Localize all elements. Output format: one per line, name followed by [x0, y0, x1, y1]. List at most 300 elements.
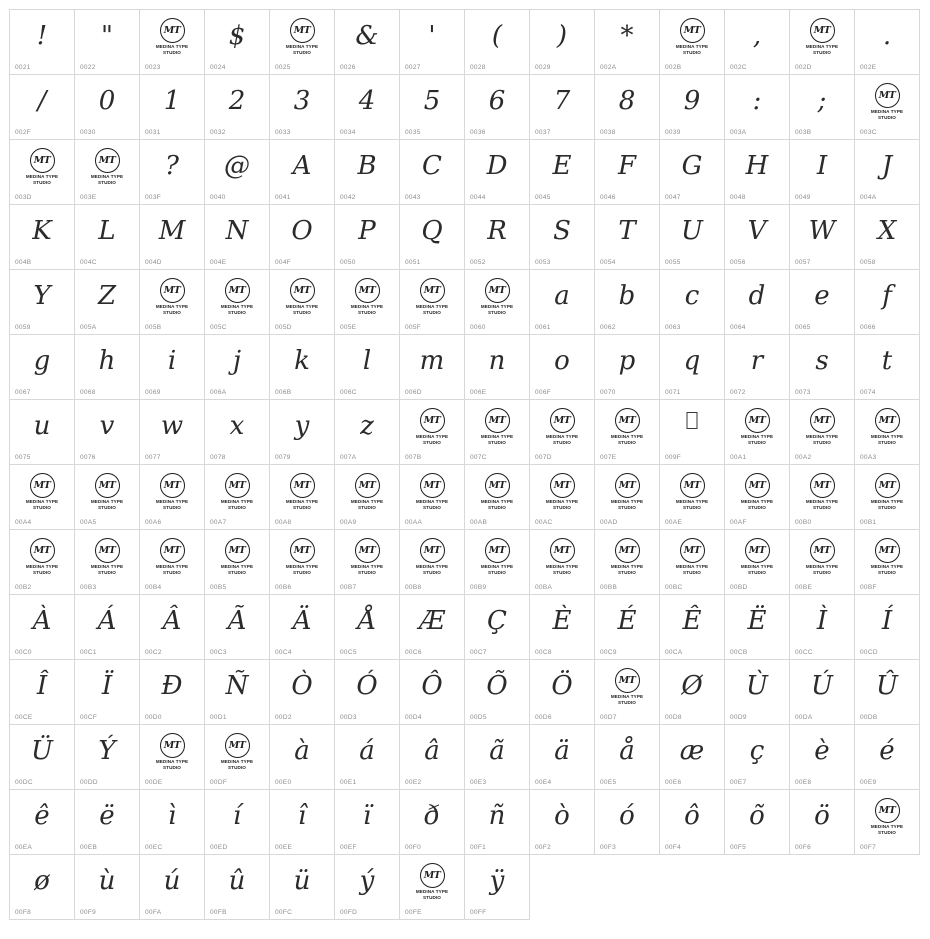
- glyph-unicode-label: 00C3: [210, 649, 227, 656]
- glyph-cell[interactable]: [205, 855, 270, 920]
- glyph-preview: m: [419, 346, 445, 376]
- studio-name-line2: STUDIO: [618, 505, 636, 510]
- glyph-unicode-label: 002A: [600, 64, 617, 71]
- glyph-unicode-label: 00B8: [405, 584, 422, 591]
- glyph-cell[interactable]: [465, 270, 530, 335]
- glyph-cell[interactable]: [270, 660, 335, 725]
- glyph-cell[interactable]: [140, 595, 205, 660]
- studio-name-line2: STUDIO: [98, 180, 116, 185]
- glyph-cell[interactable]: [270, 465, 335, 530]
- glyph-unicode-label: 0032: [210, 129, 226, 136]
- glyph-preview: k: [294, 346, 310, 376]
- glyph-cell[interactable]: [855, 140, 920, 205]
- glyph-cell[interactable]: [465, 205, 530, 270]
- glyph-cell[interactable]: [725, 725, 790, 790]
- glyph-preview: á: [359, 736, 375, 766]
- glyph-cell[interactable]: [595, 725, 660, 790]
- glyph-cell[interactable]: [855, 790, 920, 855]
- glyph-cell[interactable]: [660, 400, 725, 465]
- glyph-cell[interactable]: [530, 10, 595, 75]
- glyph-preview: Æ: [418, 606, 446, 636]
- glyph-cell[interactable]: [270, 725, 335, 790]
- glyph-cell[interactable]: [205, 725, 270, 790]
- glyph-cell[interactable]: [335, 855, 400, 920]
- glyph-cell[interactable]: [855, 10, 920, 75]
- glyph-cell[interactable]: [530, 335, 595, 400]
- glyph-cell[interactable]: [140, 335, 205, 400]
- studio-stamp-icon: [410, 470, 454, 514]
- glyph-cell[interactable]: [660, 660, 725, 725]
- glyph-cell[interactable]: [595, 790, 660, 855]
- glyph-unicode-label: 00DA: [795, 714, 813, 721]
- studio-stamp-icon: [540, 405, 584, 449]
- glyph-cell[interactable]: [465, 595, 530, 660]
- glyph-cell[interactable]: [465, 855, 530, 920]
- glyph-cell[interactable]: [205, 660, 270, 725]
- glyph-cell[interactable]: [140, 530, 205, 595]
- glyph-cell[interactable]: [335, 75, 400, 140]
- glyph-cell[interactable]: [10, 790, 75, 855]
- glyph-cell[interactable]: [10, 595, 75, 660]
- studio-monogram: [680, 538, 705, 563]
- glyph-cell[interactable]: [855, 75, 920, 140]
- glyph-unicode-label: 00F6: [795, 844, 812, 851]
- glyph-cell[interactable]: [205, 335, 270, 400]
- glyph-cell[interactable]: [270, 790, 335, 855]
- glyph-cell[interactable]: [595, 660, 660, 725]
- glyph-cell[interactable]: [530, 725, 595, 790]
- glyph-cell[interactable]: [725, 270, 790, 335]
- glyph-cell[interactable]: [270, 140, 335, 205]
- glyph-cell[interactable]: [400, 725, 465, 790]
- glyph-cell[interactable]: [400, 465, 465, 530]
- glyph-cell[interactable]: [465, 530, 530, 595]
- glyph-cell[interactable]: [10, 855, 75, 920]
- studio-monogram-text: MT: [293, 545, 311, 557]
- studio-name-line1: MEDINA TYPE: [415, 499, 449, 505]
- glyph-cell[interactable]: [530, 790, 595, 855]
- glyph-preview: B: [357, 151, 377, 181]
- glyph-cell[interactable]: [270, 530, 335, 595]
- glyph-cell[interactable]: [465, 75, 530, 140]
- glyph-cell[interactable]: [595, 595, 660, 660]
- glyph-cell[interactable]: [855, 205, 920, 270]
- glyph-unicode-label: 002E: [860, 64, 877, 71]
- glyph-unicode-label: 006C: [340, 389, 357, 396]
- glyph-unicode-label: 00E1: [340, 779, 357, 786]
- glyph-cell[interactable]: [660, 465, 725, 530]
- studio-monogram: [745, 538, 770, 563]
- glyph-cell[interactable]: [140, 725, 205, 790]
- glyph-cell[interactable]: [530, 530, 595, 595]
- glyph-preview: Ó: [356, 671, 378, 701]
- studio-monogram-text: MT: [33, 545, 51, 557]
- glyph-cell[interactable]: [140, 140, 205, 205]
- glyph-cell[interactable]: [790, 205, 855, 270]
- glyph-cell[interactable]: [660, 140, 725, 205]
- glyph-unicode-label: 0072: [730, 389, 746, 396]
- glyph-cell[interactable]: [10, 140, 75, 205]
- glyph-preview: Ý: [98, 736, 116, 766]
- glyph-preview: I: [816, 151, 828, 181]
- glyph-cell[interactable]: [335, 400, 400, 465]
- glyph-unicode-label: 0060: [470, 324, 486, 331]
- studio-name-line2: STUDIO: [488, 570, 506, 575]
- glyph-preview: i: [167, 346, 177, 376]
- studio-monogram-text: MT: [813, 25, 831, 37]
- glyph-cell[interactable]: [205, 530, 270, 595]
- glyph-cell[interactable]: [400, 140, 465, 205]
- glyph-unicode-label: 00BA: [535, 584, 553, 591]
- glyph-cell[interactable]: [75, 530, 140, 595]
- glyph-cell[interactable]: [10, 10, 75, 75]
- studio-monogram: [420, 408, 445, 433]
- glyph-cell[interactable]: [400, 530, 465, 595]
- glyph-cell[interactable]: [75, 855, 140, 920]
- glyph-preview: t: [881, 346, 893, 376]
- studio-name-line2: STUDIO: [878, 115, 896, 120]
- glyph-preview: ë: [99, 801, 115, 831]
- glyph-cell[interactable]: [10, 465, 75, 530]
- glyph-unicode-label: 002D: [795, 64, 812, 71]
- glyph-unicode-label: 00DE: [145, 779, 163, 786]
- studio-monogram: [745, 408, 770, 433]
- studio-name-line1: MEDINA TYPE: [480, 434, 514, 440]
- studio-monogram: [290, 473, 315, 498]
- glyph-cell[interactable]: [270, 75, 335, 140]
- glyph-unicode-label: 007B: [405, 454, 422, 461]
- glyph-cell[interactable]: [205, 140, 270, 205]
- glyph-cell[interactable]: [205, 465, 270, 530]
- glyph-cell[interactable]: [530, 75, 595, 140]
- glyph-preview: Ê: [682, 606, 702, 636]
- studio-name-line1: MEDINA TYPE: [870, 824, 904, 830]
- glyph-cell[interactable]: [10, 725, 75, 790]
- glyph-cell[interactable]: [855, 530, 920, 595]
- glyph-cell[interactable]: [335, 10, 400, 75]
- glyph-cell[interactable]: [75, 790, 140, 855]
- glyph-cell[interactable]: [790, 725, 855, 790]
- glyph-cell[interactable]: [205, 205, 270, 270]
- glyph-cell[interactable]: [400, 595, 465, 660]
- glyph-preview: x: [229, 411, 245, 441]
- glyph-cell[interactable]: [75, 465, 140, 530]
- glyph-unicode-label: 007C: [470, 454, 487, 461]
- glyph-cell[interactable]: [140, 790, 205, 855]
- glyph-cell[interactable]: [400, 75, 465, 140]
- glyph-preview: O: [291, 216, 313, 246]
- studio-stamp-icon: [540, 470, 584, 514]
- glyph-preview: F: [617, 151, 637, 181]
- glyph-cell[interactable]: [725, 400, 790, 465]
- glyph-cell[interactable]: [465, 400, 530, 465]
- glyph-cell[interactable]: [205, 270, 270, 335]
- glyph-cell[interactable]: [465, 465, 530, 530]
- glyph-cell[interactable]: [205, 790, 270, 855]
- glyph-cell[interactable]: [10, 75, 75, 140]
- glyph-cell[interactable]: [595, 205, 660, 270]
- studio-monogram: [615, 408, 640, 433]
- glyph-cell[interactable]: [75, 10, 140, 75]
- glyph-cell[interactable]: [595, 140, 660, 205]
- glyph-cell[interactable]: [530, 140, 595, 205]
- glyph-unicode-label: 0064: [730, 324, 746, 331]
- glyph-unicode-label: 00F8: [15, 909, 32, 916]
- glyph-cell[interactable]: [335, 530, 400, 595]
- glyph-cell[interactable]: [140, 205, 205, 270]
- glyph-cell[interactable]: [205, 75, 270, 140]
- glyph-cell[interactable]: [790, 530, 855, 595]
- glyph-cell[interactable]: [10, 660, 75, 725]
- glyph-cell[interactable]: [140, 270, 205, 335]
- glyph-cell[interactable]: [335, 595, 400, 660]
- glyph-cell[interactable]: [790, 660, 855, 725]
- glyph-cell[interactable]: [270, 335, 335, 400]
- glyph-cell[interactable]: [335, 725, 400, 790]
- glyph-cell[interactable]: [790, 10, 855, 75]
- glyph-cell[interactable]: [400, 205, 465, 270]
- glyph-preview: p: [618, 346, 636, 376]
- glyph-cell[interactable]: [725, 205, 790, 270]
- studio-name-line2: STUDIO: [423, 570, 441, 575]
- glyph-cell[interactable]: [660, 335, 725, 400]
- glyph-cell[interactable]: [595, 335, 660, 400]
- glyph-cell[interactable]: [75, 725, 140, 790]
- glyph-cell[interactable]: [660, 205, 725, 270]
- glyph-cell[interactable]: [660, 595, 725, 660]
- glyph-cell[interactable]: [530, 465, 595, 530]
- studio-stamp-icon: [20, 470, 64, 514]
- glyph-cell[interactable]: [140, 400, 205, 465]
- glyph-cell[interactable]: [530, 595, 595, 660]
- glyph-cell[interactable]: [465, 140, 530, 205]
- studio-monogram-text: MT: [878, 415, 896, 427]
- glyph-cell[interactable]: [595, 400, 660, 465]
- glyph-cell[interactable]: [660, 75, 725, 140]
- glyph-cell[interactable]: [725, 140, 790, 205]
- glyph-preview: j: [232, 346, 242, 376]
- glyph-cell[interactable]: [75, 660, 140, 725]
- glyph-cell[interactable]: [530, 660, 595, 725]
- glyph-cell[interactable]: [790, 140, 855, 205]
- glyph-cell[interactable]: [140, 660, 205, 725]
- studio-name-line1: MEDINA TYPE: [675, 564, 709, 570]
- glyph-cell[interactable]: [855, 595, 920, 660]
- glyph-cell[interactable]: [725, 465, 790, 530]
- glyph-unicode-label: 00CE: [15, 714, 33, 721]
- studio-monogram-text: MT: [98, 480, 116, 492]
- glyph-cell[interactable]: [205, 10, 270, 75]
- glyph-preview: Î: [36, 671, 48, 701]
- studio-name-line2: STUDIO: [228, 505, 246, 510]
- glyph-unicode-label: 00EA: [15, 844, 33, 851]
- glyph-cell[interactable]: [10, 530, 75, 595]
- glyph-cell[interactable]: [400, 335, 465, 400]
- glyph-cell[interactable]: [400, 400, 465, 465]
- glyph-cell[interactable]: [140, 855, 205, 920]
- glyph-cell[interactable]: [335, 270, 400, 335]
- glyph-cell[interactable]: [75, 270, 140, 335]
- studio-monogram: [810, 538, 835, 563]
- glyph-cell[interactable]: [10, 205, 75, 270]
- glyph-unicode-label: 003D: [15, 194, 32, 201]
- glyph-cell[interactable]: [335, 790, 400, 855]
- glyph-cell[interactable]: [790, 335, 855, 400]
- glyph-cell[interactable]: [465, 335, 530, 400]
- glyph-cell[interactable]: [725, 75, 790, 140]
- studio-monogram-text: MT: [488, 285, 506, 297]
- glyph-cell[interactable]: [790, 790, 855, 855]
- glyph-cell[interactable]: [335, 335, 400, 400]
- glyph-unicode-label: 004C: [80, 259, 97, 266]
- glyph-cell[interactable]: [205, 400, 270, 465]
- glyph-cell[interactable]: [75, 75, 140, 140]
- glyph-cell[interactable]: [140, 75, 205, 140]
- glyph-cell[interactable]: [10, 270, 75, 335]
- glyph-cell[interactable]: [595, 75, 660, 140]
- glyph-unicode-label: 00A4: [15, 519, 32, 526]
- glyph-cell[interactable]: [855, 660, 920, 725]
- studio-monogram: [550, 538, 575, 563]
- glyph-cell[interactable]: [270, 10, 335, 75]
- glyph-cell[interactable]: [660, 10, 725, 75]
- glyph-unicode-label: 0025: [275, 64, 291, 71]
- glyph-preview: $: [228, 21, 246, 51]
- glyph-cell[interactable]: [725, 10, 790, 75]
- glyph-cell[interactable]: [10, 400, 75, 465]
- glyph-cell[interactable]: [270, 855, 335, 920]
- glyph-preview: u: [33, 411, 51, 441]
- glyph-unicode-label: 00AE: [665, 519, 683, 526]
- glyph-cell[interactable]: [335, 465, 400, 530]
- glyph-preview: !: [36, 21, 48, 51]
- glyph-cell[interactable]: [335, 660, 400, 725]
- glyph-cell[interactable]: [595, 270, 660, 335]
- studio-name-line2: STUDIO: [163, 765, 181, 770]
- glyph-cell[interactable]: [400, 270, 465, 335]
- studio-name-line2: STUDIO: [878, 570, 896, 575]
- studio-monogram: [225, 473, 250, 498]
- glyph-preview: À: [32, 606, 52, 636]
- studio-name-line2: STUDIO: [423, 895, 441, 900]
- glyph-cell[interactable]: [855, 400, 920, 465]
- glyph-cell[interactable]: [790, 400, 855, 465]
- glyph-cell[interactable]: [140, 465, 205, 530]
- glyph-cell[interactable]: [790, 595, 855, 660]
- glyph-cell[interactable]: [75, 205, 140, 270]
- studio-stamp-icon: [735, 470, 779, 514]
- glyph-cell[interactable]: [465, 725, 530, 790]
- glyph-cell[interactable]: [270, 595, 335, 660]
- glyph-cell[interactable]: [595, 10, 660, 75]
- studio-name-line1: MEDINA TYPE: [155, 759, 189, 765]
- studio-name-line2: STUDIO: [228, 765, 246, 770]
- glyph-unicode-label: 005B: [145, 324, 162, 331]
- glyph-cell[interactable]: [855, 465, 920, 530]
- studio-stamp-icon: [20, 145, 64, 189]
- glyph-cell[interactable]: [335, 140, 400, 205]
- glyph-unicode-label: 00B9: [470, 584, 487, 591]
- studio-monogram: [615, 538, 640, 563]
- glyph-preview: Ø: [681, 671, 703, 701]
- glyph-cell[interactable]: [530, 205, 595, 270]
- glyph-cell[interactable]: [660, 790, 725, 855]
- glyph-cell[interactable]: [660, 530, 725, 595]
- glyph-cell[interactable]: [790, 465, 855, 530]
- glyph-cell[interactable]: [140, 10, 205, 75]
- glyph-cell[interactable]: [75, 140, 140, 205]
- glyph-cell[interactable]: [595, 530, 660, 595]
- glyph-cell[interactable]: [270, 270, 335, 335]
- glyph-unicode-label: 003A: [730, 129, 747, 136]
- glyph-unicode-label: 005F: [405, 324, 422, 331]
- glyph-preview: /: [37, 86, 47, 116]
- glyph-cell[interactable]: [205, 595, 270, 660]
- glyph-cell[interactable]: [400, 10, 465, 75]
- glyph-cell[interactable]: [10, 335, 75, 400]
- glyph-cell[interactable]: [855, 335, 920, 400]
- studio-name-line2: STUDIO: [358, 310, 376, 315]
- glyph-cell[interactable]: [75, 400, 140, 465]
- glyph-cell[interactable]: [790, 270, 855, 335]
- glyph-unicode-label: 0074: [860, 389, 876, 396]
- studio-monogram: [420, 278, 445, 303]
- glyph-cell[interactable]: [660, 725, 725, 790]
- glyph-unicode-label: 00BF: [860, 584, 877, 591]
- glyph-unicode-label: 003E: [80, 194, 97, 201]
- glyph-cell[interactable]: [595, 465, 660, 530]
- studio-name-line1: MEDINA TYPE: [285, 499, 319, 505]
- glyph-cell[interactable]: [400, 660, 465, 725]
- glyph-cell[interactable]: [725, 660, 790, 725]
- glyph-cell[interactable]: [465, 660, 530, 725]
- studio-stamp-icon: [20, 535, 64, 579]
- glyph-cell[interactable]: [855, 725, 920, 790]
- glyph-cell[interactable]: [725, 335, 790, 400]
- glyph-preview: ï: [362, 801, 372, 831]
- studio-name-line1: MEDINA TYPE: [870, 564, 904, 570]
- glyph-cell[interactable]: [75, 335, 140, 400]
- glyph-cell[interactable]: [335, 205, 400, 270]
- studio-name-line2: STUDIO: [683, 505, 701, 510]
- glyph-cell[interactable]: [855, 270, 920, 335]
- glyph-cell[interactable]: [400, 855, 465, 920]
- glyph-cell[interactable]: [530, 270, 595, 335]
- studio-name-line1: MEDINA TYPE: [805, 44, 839, 50]
- studio-name-line2: STUDIO: [228, 310, 246, 315]
- studio-stamp-icon: [800, 470, 844, 514]
- glyph-cell[interactable]: [75, 595, 140, 660]
- glyph-preview: L: [98, 216, 116, 246]
- studio-name-line2: STUDIO: [293, 50, 311, 55]
- glyph-cell[interactable]: [725, 790, 790, 855]
- glyph-cell[interactable]: [790, 75, 855, 140]
- glyph-cell[interactable]: [725, 595, 790, 660]
- studio-name-line2: STUDIO: [293, 310, 311, 315]
- glyph-cell[interactable]: [725, 530, 790, 595]
- glyph-preview: å: [619, 736, 635, 766]
- glyph-cell[interactable]: [400, 790, 465, 855]
- studio-name-line2: STUDIO: [813, 570, 831, 575]
- glyph-unicode-label: 00C2: [145, 649, 162, 656]
- glyph-cell[interactable]: [465, 790, 530, 855]
- glyph-cell[interactable]: [660, 270, 725, 335]
- glyph-cell[interactable]: [270, 205, 335, 270]
- studio-monogram: [875, 408, 900, 433]
- glyph-cell[interactable]: [270, 400, 335, 465]
- glyph-cell[interactable]: [530, 400, 595, 465]
- glyph-cell[interactable]: [465, 10, 530, 75]
